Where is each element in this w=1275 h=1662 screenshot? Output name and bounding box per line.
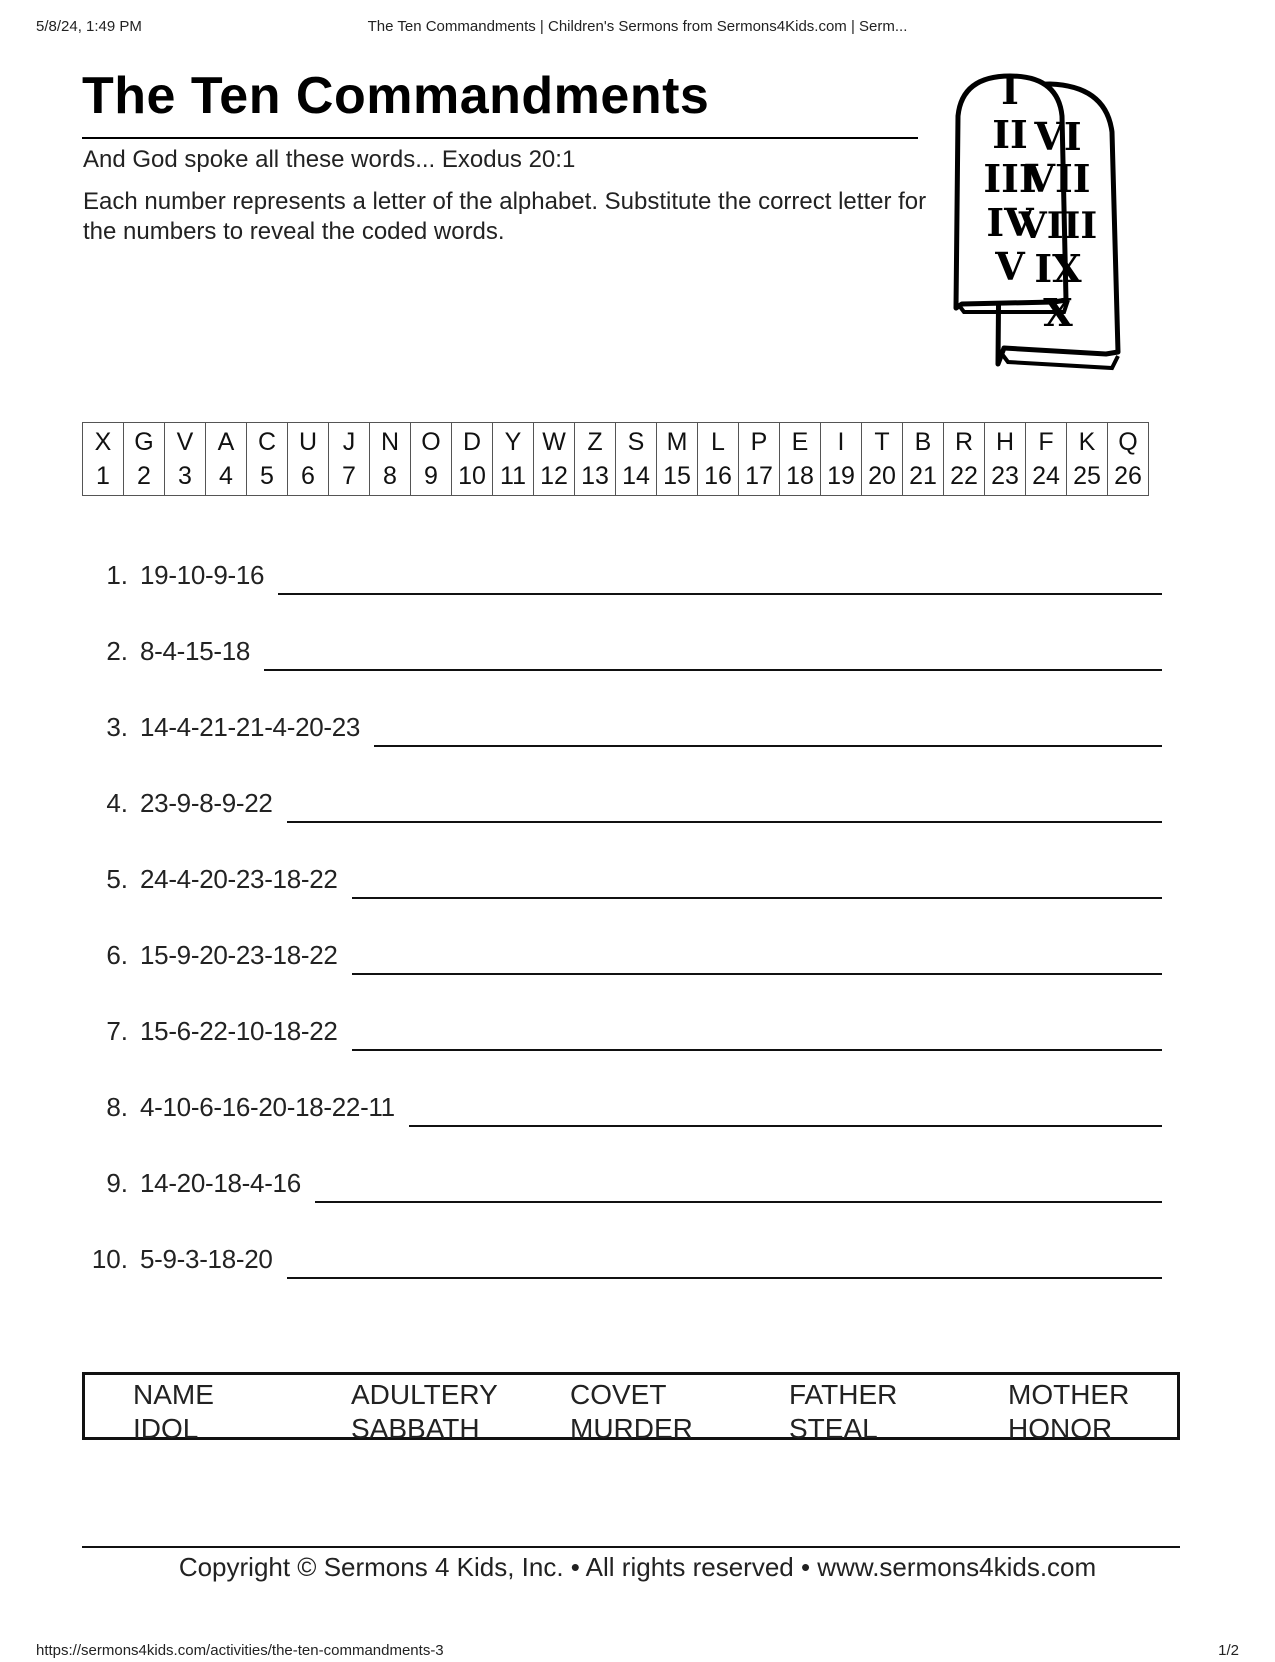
word-bank-word: MOTHER [1008, 1379, 1130, 1410]
cipher-number-cell: 10 [452, 459, 493, 496]
cipher-number-cell: 2 [124, 459, 165, 496]
cipher-letter-cell: V [165, 423, 206, 460]
answer-blank[interactable] [352, 1049, 1162, 1051]
puzzle-number: 10. [91, 1244, 128, 1274]
cipher-number-cell: 16 [698, 459, 739, 496]
cipher-letter-cell: N [370, 423, 411, 460]
cipher-letter-cell: M [657, 423, 698, 460]
cipher-number-cell: 19 [821, 459, 862, 496]
cipher-letters-row [83, 423, 1149, 460]
cipher-letter-cell: L [698, 423, 739, 460]
title-divider [82, 137, 918, 139]
cipher-number-cell: 9 [411, 459, 452, 496]
cipher-letter-cell: E [780, 423, 821, 460]
cipher-number-cell: 7 [329, 459, 370, 496]
cipher-number-cell: 4 [206, 459, 247, 496]
cipher-letter-cell: A [206, 423, 247, 460]
cipher-number-cell: 26 [1108, 459, 1149, 496]
puzzle-code: 24-4-20-23-18-22 [140, 864, 338, 894]
cipher-letter-cell: T [862, 423, 903, 460]
cipher-number-cell: 1 [83, 459, 124, 496]
cipher-number-cell: 12 [534, 459, 575, 496]
puzzle-number: 1. [106, 560, 128, 590]
cipher-letter-cell: R [944, 423, 985, 460]
cipher-number-cell: 23 [985, 459, 1026, 496]
puzzle-item [82, 940, 1162, 980]
answer-blank[interactable] [264, 669, 1162, 671]
puzzle-number: 7. [106, 1016, 128, 1046]
word-bank-word: ADULTERY [351, 1379, 498, 1410]
puzzle-number: 8. [106, 1092, 128, 1122]
tablet-numeral: V [995, 244, 1025, 289]
cipher-number-cell: 24 [1026, 459, 1067, 496]
cipher-number-cell: 25 [1067, 459, 1108, 496]
answer-blank[interactable] [352, 973, 1162, 975]
copyright-notice: Copyright © Sermons 4 Kids, Inc. • All rights reserved • www.sermons4kids.com [178, 1552, 1097, 1582]
puzzle-code: 14-20-18-4-16 [140, 1168, 301, 1198]
word-bank-word: MURDER [570, 1413, 693, 1444]
cipher-number-cell: 3 [165, 459, 206, 496]
puzzle-code: 15-9-20-23-18-22 [140, 940, 338, 970]
puzzle-code: 23-9-8-9-22 [140, 788, 273, 818]
answer-blank[interactable] [287, 1277, 1162, 1279]
cipher-letter-cell: G [124, 423, 165, 460]
puzzle-item [82, 636, 1162, 676]
puzzle-item [82, 1244, 1162, 1284]
puzzle-item [82, 560, 1162, 600]
print-url: https://sermons4kids.com/activities/the-ten-commandments-3 [36, 1642, 444, 1659]
tablet-numeral: VII [1025, 156, 1091, 201]
cipher-letter-cell: Q [1108, 423, 1149, 460]
tablet-numeral: IX [1034, 246, 1082, 291]
cipher-letter-cell: D [452, 423, 493, 460]
cipher-number-cell: 14 [616, 459, 657, 496]
word-bank-word: FATHER [789, 1379, 898, 1410]
cipher-letter-cell: F [1026, 423, 1067, 460]
puzzle-code: 5-9-3-18-20 [140, 1244, 273, 1274]
word-bank-word: SABBATH [351, 1413, 480, 1444]
puzzle-number: 2. [106, 636, 128, 666]
cipher-letter-cell: W [534, 423, 575, 460]
scripture-verse: And God spoke all these words... Exodus 20:1 [83, 146, 576, 173]
cipher-key-table [82, 422, 1149, 496]
puzzle-number: 9. [106, 1168, 128, 1198]
word-bank-word: STEAL [789, 1413, 878, 1444]
tablet-numeral: I [1001, 72, 1019, 113]
puzzle-item [82, 788, 1162, 828]
puzzle-item [82, 1092, 1162, 1132]
cipher-letter-cell: B [903, 423, 944, 460]
print-page-title: The Ten Commandments | Children's Sermons from Sermons4Kids.com | Serm... [367, 18, 908, 35]
cipher-letter-cell: X [83, 423, 124, 460]
puzzle-number: 3. [106, 712, 128, 742]
word-bank-word: NAME [133, 1379, 214, 1410]
word-bank-word: IDOL [133, 1413, 199, 1444]
cipher-letter-cell: I [821, 423, 862, 460]
answer-blank[interactable] [315, 1201, 1162, 1203]
cipher-numbers-row [83, 459, 1149, 496]
word-bank [82, 1372, 1180, 1444]
cipher-letter-cell: H [985, 423, 1026, 460]
print-page-number: 1/2 [1218, 1642, 1239, 1659]
instructions-text: Each number represents a letter of the alphabet. Substitute the correct letter for the numbers to reveal the coded words. [83, 188, 927, 245]
cipher-number-cell: 5 [247, 459, 288, 496]
tablet-numeral: VIII [1018, 205, 1098, 247]
cipher-number-cell: 18 [780, 459, 821, 496]
cipher-number-cell: 13 [575, 459, 616, 496]
cipher-letter-cell: Z [575, 423, 616, 460]
puzzle-code: 15-6-22-10-18-22 [140, 1016, 338, 1046]
print-timestamp: 5/8/24, 1:49 PM [36, 18, 142, 35]
answer-blank[interactable] [287, 821, 1162, 823]
cipher-letter-cell: J [329, 423, 370, 460]
cipher-number-cell: 20 [862, 459, 903, 496]
cipher-number-cell: 22 [944, 459, 985, 496]
cipher-letter-cell: C [247, 423, 288, 460]
cipher-number-cell: 11 [493, 459, 534, 496]
puzzle-number: 4. [106, 788, 128, 818]
cipher-letter-cell: S [616, 423, 657, 460]
puzzle-item [82, 1016, 1162, 1056]
tablet-numeral: III [983, 156, 1037, 201]
word-bank-word: COVET [570, 1379, 667, 1410]
puzzle-code: 14-4-21-21-4-20-23 [140, 712, 361, 742]
answer-blank[interactable] [409, 1125, 1162, 1127]
cipher-letter-cell: U [288, 423, 329, 460]
cipher-letter-cell: Y [493, 423, 534, 460]
stone-tablets-illustration [926, 72, 1196, 388]
answer-blank[interactable] [278, 593, 1162, 595]
word-bank-word: HONOR [1008, 1413, 1113, 1444]
puzzle-number: 6. [106, 940, 128, 970]
cipher-number-cell: 21 [903, 459, 944, 496]
puzzle-code: 19-10-9-16 [140, 560, 265, 590]
tablet-numeral: IV [986, 200, 1034, 245]
answer-blank[interactable] [374, 745, 1162, 747]
puzzle-code: 8-4-15-18 [140, 636, 251, 666]
puzzle-item [82, 1168, 1162, 1208]
answer-blank[interactable] [352, 897, 1162, 899]
cipher-letter-cell: P [739, 423, 780, 460]
tablet-numeral: II [992, 112, 1028, 157]
cipher-number-cell: 15 [657, 459, 698, 496]
cipher-number-cell: 17 [739, 459, 780, 496]
puzzle-item [82, 712, 1162, 752]
puzzle-number: 5. [106, 864, 128, 894]
cipher-number-cell: 8 [370, 459, 411, 496]
puzzle-item [82, 864, 1162, 904]
cipher-letter-cell: K [1067, 423, 1108, 460]
tablet-numeral: VI [1034, 114, 1082, 159]
puzzle-code: 4-10-6-16-20-18-22-11 [140, 1092, 395, 1122]
cipher-number-cell: 6 [288, 459, 329, 496]
tablet-numeral: X [1043, 290, 1073, 335]
print-header [0, 18, 1275, 38]
footer-divider [82, 1546, 1180, 1548]
worksheet-title: The Ten Commandments [82, 67, 710, 125]
cipher-letter-cell: O [411, 423, 452, 460]
